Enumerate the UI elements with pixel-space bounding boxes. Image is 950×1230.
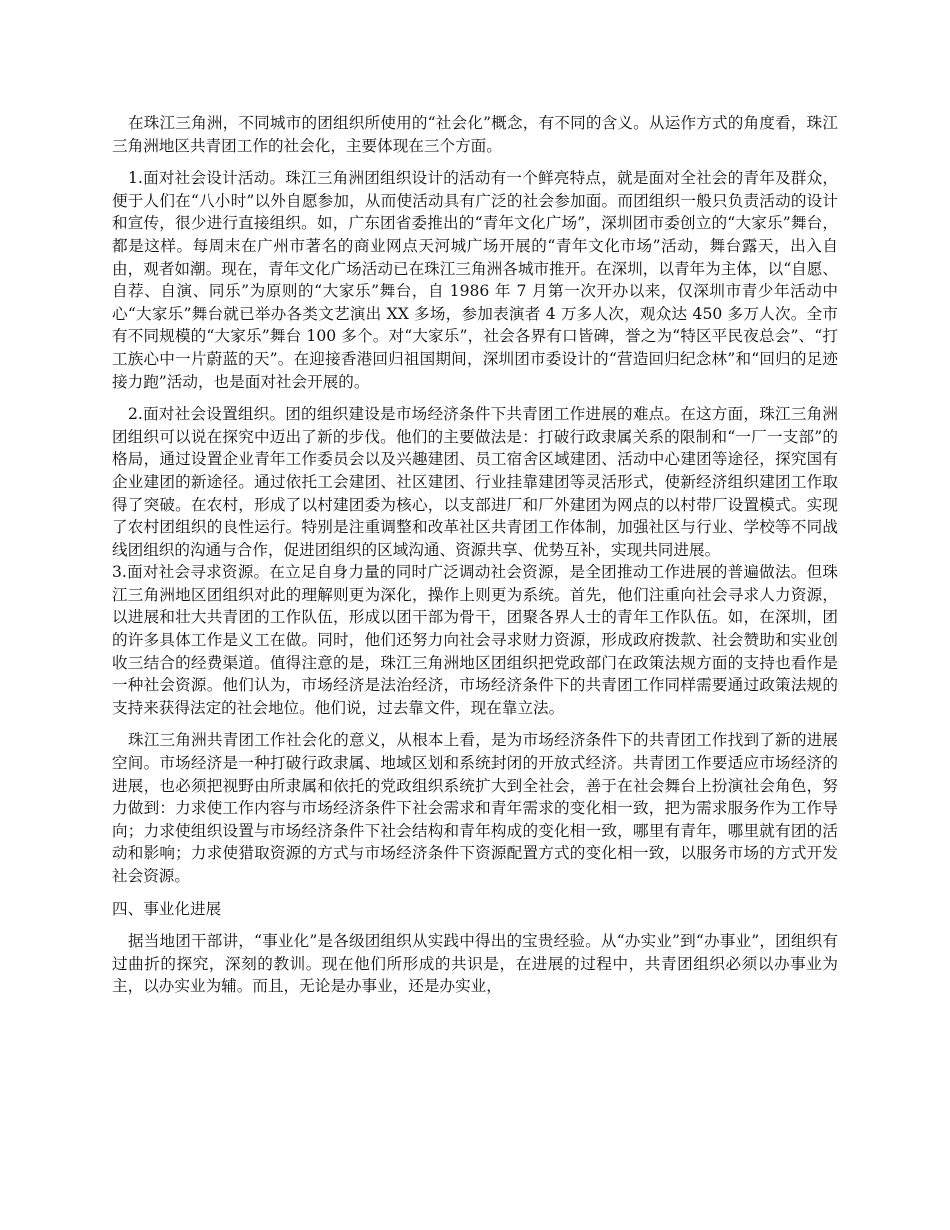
paragraph-significance: 珠江三角洲共青团工作社会化的意义，从根本上看，是为市场经济条件下的共青团工作找到了新的进展空间。市场经济是一种打破行政隶属、地域区划和系统封闭的开放式经济。共青团工作要适应市场经济的进展，也必须把视野由所隶属和依托的党政组织系统扩大到全社会，善于在社会舞台上扮演社会角色，努力做到：力求使工作内容与市场经济条件下社会需求和青年需求的变化相一致，把为需求服务作为工作导向；力求使组织设置与市场经济条件下社会结构和青年构成的变化相一致，哪里有青年，哪里就有团的活动和影响；力求使猎取资源的方式与市场经济条件下资源配置方式的变化相一致，以服务市场的方式开发社会资源。 — [112, 731, 838, 885]
paragraph-point-1-activities: 1.面对社会设计活动。珠江三角洲团组织设计的活动有一个鲜亮特点，就是面对全社会的青年及群众，便于人们在“八小时”以外自愿参加，从而使活动具有广泛的社会参加面。而团组织一般只负责活动的设计和宣传，很少进行直接组织。如，广东团省委推出的“青年文化广场”，深圳团市委创立的“大家乐”舞台，都是这样。每周末在广州市著名的商业网点天河城广场开展的“青年文化市场”活动，舞台露天，出入自由，观者如潮。现在，青年文化广场活动已在珠江三角洲各城市推开。在深圳，以青年为主体，以“自愿、自荐、自演、同乐”为原则的“大家乐”舞台，自 1986 年 7 月第一次开办以来，仅深圳市青少年活动中心“大家乐”舞台就已举办各类文艺演出 XX 多场，参加表演者 4 万多人次，观众达 450 多万人次。全市有不同规模的“大家乐”舞台 100 多个。对“大家乐”，社会各界有口皆碑，誉之为“特区平民夜总会”、“打工族心中一片蔚蓝的天”。在迎接香港回归祖国期间，深圳团市委设计的“营造回归纪念林”和“回归的足迹接力跑”活动，也是面对社会开展的。 — [112, 169, 838, 391]
paragraph-point-3-resources: 3.面对社会寻求资源。在立足自身力量的同时广泛调动社会资源，是全团推动工作进展的普遍做法。但珠江三角洲地区团组织对此的理解则更为深化，操作上则更为系统。首先，他们注重向社会寻求人力资源，以进展和壮大共青团的工作队伍，形成以团干部为骨干，团聚各界人士的青年工作队伍。如，在深圳，团的许多具体工作是义工在做。同时，他们还努力向社会寻求财力资源，形成政府拨款、社会赞助和实业创收三结合的经费渠道。值得注意的是，珠江三角洲地区团组织把党政部门在政策法规方面的支持也看作是一种社会资源。他们认为，市场经济是法治经济，市场经济条件下的共青团工作同样需要通过政策法规的支持来获得法定的社会地位。他们说，过去靠文件，现在靠立法。 — [112, 563, 838, 717]
paragraph-intro: 在珠江三角洲，不同城市的团组织所使用的“社会化”概念，有不同的含义。从运作方式的角度看，珠江三角洲地区共青团工作的社会化，主要体现在三个方面。 — [112, 114, 838, 155]
document-body — [112, 112, 838, 1008]
section-heading: 四、事业化进展 — [112, 899, 222, 918]
paragraph-point-2-organization: 2.面对社会设置组织。团的组织建设是市场经济条件下共青团工作进展的难点。在这方面，珠江三角洲团组织可以说在探究中迈出了新的步伐。他们的主要做法是：打破行政隶属关系的限制和“一厂一支部”的格局，通过设置企业青年工作委员会以及兴趣建团、员工宿舍区域建团、活动中心建团等途径，探究国有企业建团的新途径。通过依托工会建团、社区建团、行业挂靠建团等灵活形式，使新经济组织建团工作取得了突破。在农村，形成了以村建团委为核心，以支部进厂和厂外建团为网点的以村带厂设置模式。实现了农村团组织的良性运行。特别是注重调整和改革社区共青团工作体制，加强社区与行业、学校等不同战线团组织的沟通与合作，促进团组织的区域沟通、资源共享、优势互补，实现共同进展。 — [112, 405, 838, 559]
paragraph-career-development: 据当地团干部讲，“事业化”是各级团组织从实践中得出的宝贵经验。从“办实业”到“办事业”，团组织有过曲折的探究，深刻的教训。现在他们所形成的共识是，在进展的过程中，共青团组织必须以办事业为主，以办实业为辅。而且，无论是办事业，还是办实业， — [112, 932, 838, 996]
